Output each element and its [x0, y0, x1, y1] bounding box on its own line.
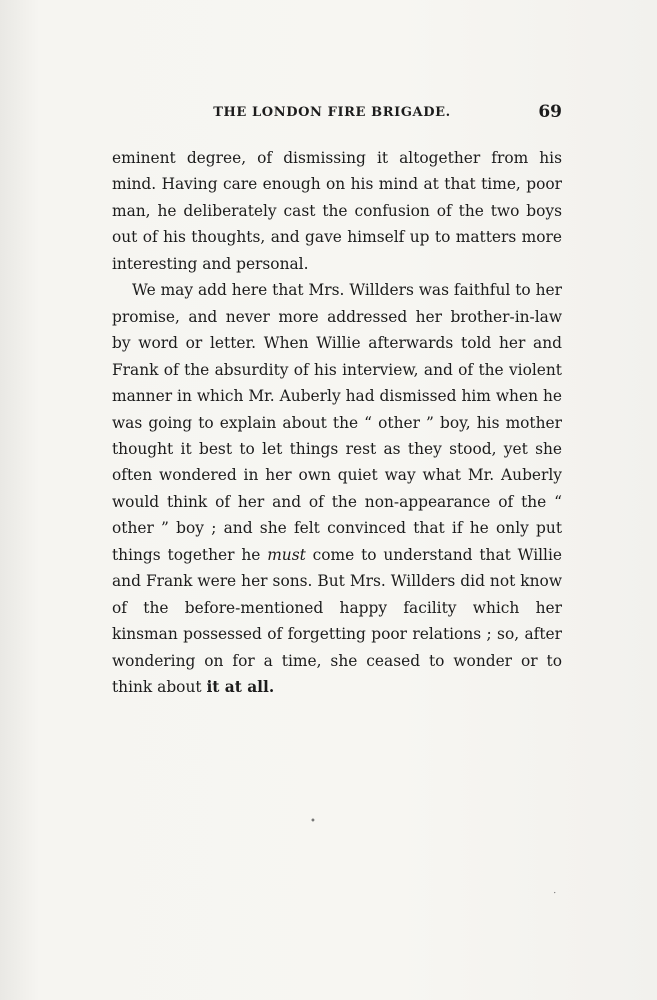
body-text [112, 145, 562, 701]
paragraph-2-text-continued: come to understand that Willie and Frank were her sons. But Mrs. Willders did not know of the before-mentioned happy facility which her kinsman possessed of forgetting poor relations ; so, after wondering on for a time, she ceased to wonder or to think about [112, 545, 563, 697]
paragraph-2-final-words: it at all. [206, 678, 275, 697]
paragraph-2-text: We may add here that Mrs. Willders was faithful to her promise, and never more addressed her brother-in-law by word or letter. When Willie afterwards told her and Frank of the absurdity of his interview, and of the violent manner in which Mr. Auberly had dismissed him when he was going to explain about the “ other ” boy, his mother thought it best to let things rest as they stood, yet she often wondered in her own quiet way what Mr. Auberly would think of her and of the non-appearance of the “ other ” boy ; and she felt convinced that if he only put things together he [112, 281, 562, 564]
running-head [112, 102, 562, 124]
italic-emphasis: must [267, 545, 306, 564]
running-title: THE LONDON FIRE BRIGADE. [213, 105, 451, 120]
print-speck: • [310, 816, 316, 827]
page-number: 69 [538, 102, 562, 122]
paragraph-1: eminent degree, of dismissing it altogether from his mind. Having care enough on his mind at that time, poor man, he deliberately cast the confusion of the two boys out of his thoughts, and gave himself up to matters more interesting and personal. [112, 149, 562, 273]
print-speck: ⋅ [553, 888, 557, 899]
paragraph-2 [112, 277, 562, 700]
